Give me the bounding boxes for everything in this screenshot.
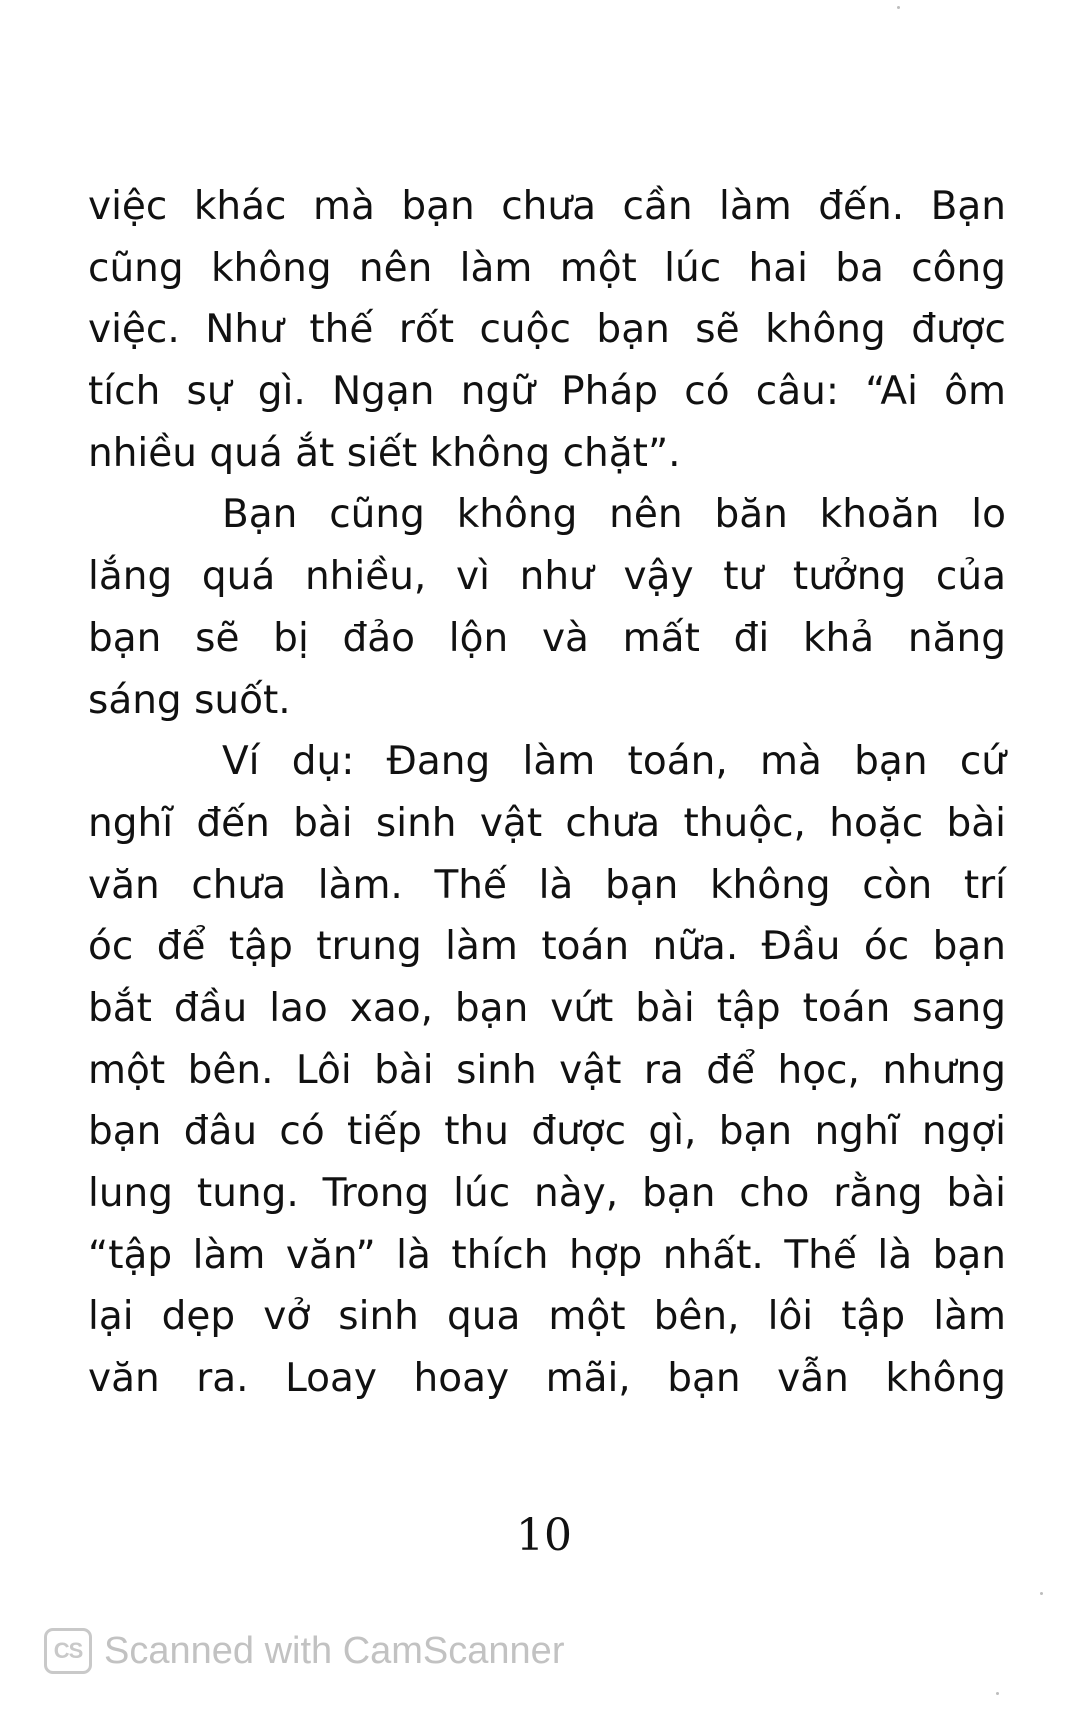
text-line: Ví dụ: Đang làm toán, mà bạn cứ <box>222 739 1006 785</box>
camscanner-watermark <box>44 1626 564 1676</box>
text-line: bắt đầu lao xao, bạn vứt bài tập toán sang <box>88 985 1006 1031</box>
text-line: việc khác mà bạn chưa cần làm đến. Bạn <box>88 184 1006 229</box>
text-line: sáng suốt. <box>88 677 291 723</box>
text-line: văn chưa làm. Thế là bạn không còn trí <box>88 862 1006 908</box>
text-line: lại dẹp vở sinh qua một bên, lôi tập làm <box>88 1294 1006 1340</box>
watermark-text: Scanned with CamScanner <box>104 1629 565 1672</box>
scan-speck <box>1040 1592 1043 1595</box>
text-line: nghĩ đến bài sinh vật chưa thuộc, hoặc bài <box>88 800 1006 846</box>
body-text <box>88 176 1006 1410</box>
text-line: óc để tập trung làm toán nữa. Đầu óc bạn <box>88 924 1006 970</box>
text-line: việc. Như thế rốt cuộc bạn sẽ không được <box>88 307 1006 353</box>
text-line: lung tung. Trong lúc này, bạn cho rằng bài <box>88 1171 1006 1216</box>
scan-speck <box>996 1692 999 1695</box>
text-line: văn ra. Loay hoay mãi, bạn vẫn không <box>88 1356 1006 1402</box>
text-line: “tập làm văn” là thích hợp nhất. Thế là bạn <box>88 1232 1006 1278</box>
text-line: một bên. Lôi bài sinh vật ra để học, nhưng <box>88 1047 1006 1093</box>
text-line: cũng không nên làm một lúc hai ba công <box>88 245 1006 291</box>
text-line: Bạn cũng không nên băn khoăn lo <box>222 492 1006 538</box>
text-line: bạn sẽ bị đảo lộn và mất đi khả năng <box>88 615 1006 661</box>
text-line: nhiều quá ắt siết không chặt”. <box>88 430 681 476</box>
text-line: lắng quá nhiều, vì như vậy tư tưởng của <box>88 554 1006 600</box>
scan-speck <box>897 6 900 9</box>
camscanner-logo-icon: CS <box>44 1628 92 1674</box>
text-line: tích sự gì. Ngạn ngữ Pháp có câu: “Ai ôm <box>88 369 1006 415</box>
page-number: 10 <box>516 1510 572 1561</box>
text-line: bạn đâu có tiếp thu được gì, bạn nghĩ ngợi <box>88 1109 1006 1155</box>
